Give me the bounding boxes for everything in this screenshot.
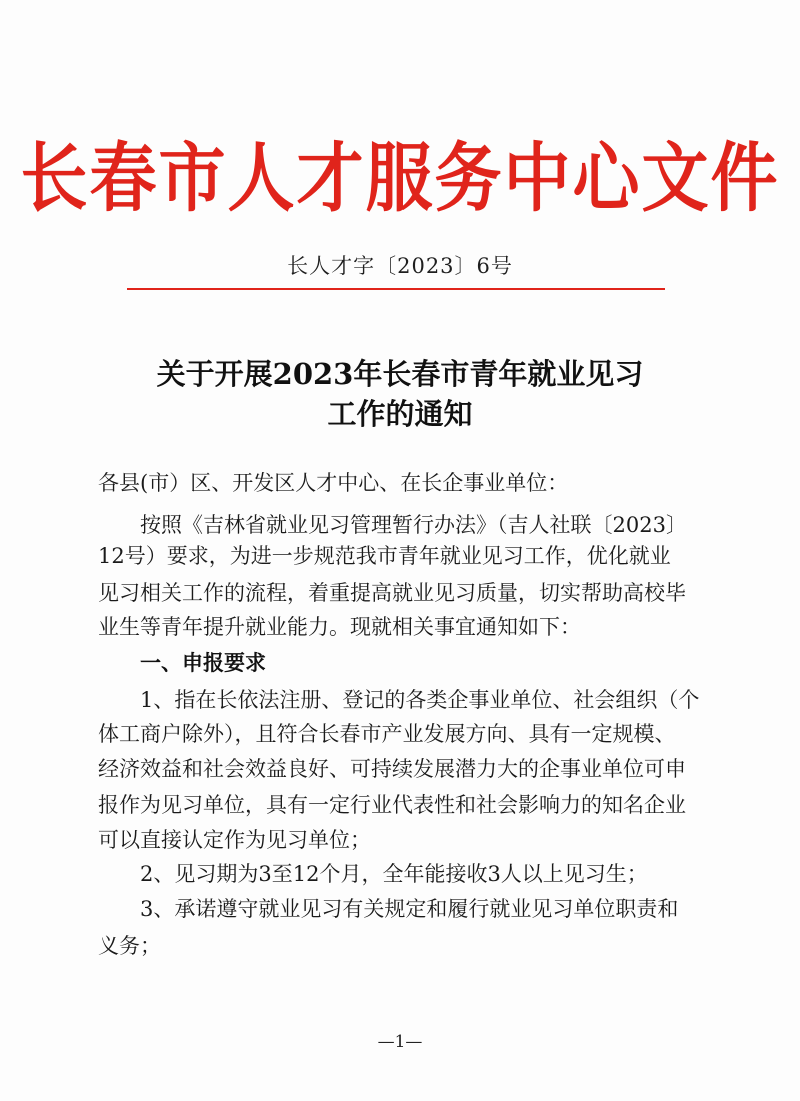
notice-title-line-2: 工作的通知	[327, 397, 473, 431]
page-number: —1—	[377, 1032, 423, 1052]
section-1-heading: 一、申报要求	[140, 650, 266, 675]
item-1-line-5: 可以直接认定作为见习单位；	[98, 828, 371, 852]
salutation: 各县(市）区、开发区人才中心、在长企事业单位：	[98, 471, 569, 495]
item-3-line-1: 3、承诺遵守就业见习有关规定和履行就业见习单位职责和	[140, 897, 679, 921]
red-divider	[127, 288, 665, 290]
item-2: 2、见习期为3至12个月，全年能接收3人以上见习生；	[140, 862, 648, 886]
item-1-line-4: 报作为见习单位，具有一定行业代表性和社会影响力的知名企业	[98, 793, 686, 817]
intro-line-3: 见习相关工作的流程，着重提高就业见习质量，切实帮助高校毕	[98, 581, 686, 605]
item-1-line-2: 体工商户除外），且符合长春市产业发展方向、具有一定规模、	[98, 722, 676, 746]
issuer-title: 长春市人才服务中心文件	[20, 133, 780, 222]
notice-title-line-1: 关于开展2023年长春市青年就业见习	[156, 357, 644, 391]
document-number: 长人才字〔2023〕6号	[287, 254, 513, 278]
intro-line-2: 12号）要求，为进一步规范我市青年就业见习工作，优化就业	[98, 544, 671, 568]
intro-line-4: 业生等青年提升就业能力。现就相关事宜通知如下：	[98, 615, 581, 639]
item-1-line-1: 1、指在长依法注册、登记的各类企事业单位、社会组织（个	[140, 688, 700, 712]
item-3-line-2: 义务；	[98, 934, 161, 958]
intro-line-1: 按照《吉林省就业见习管理暂行办法》（吉人社联〔2023〕	[140, 513, 687, 537]
item-1-line-3: 经济效益和社会效益良好、可持续发展潜力大的企事业单位可申	[98, 757, 686, 781]
